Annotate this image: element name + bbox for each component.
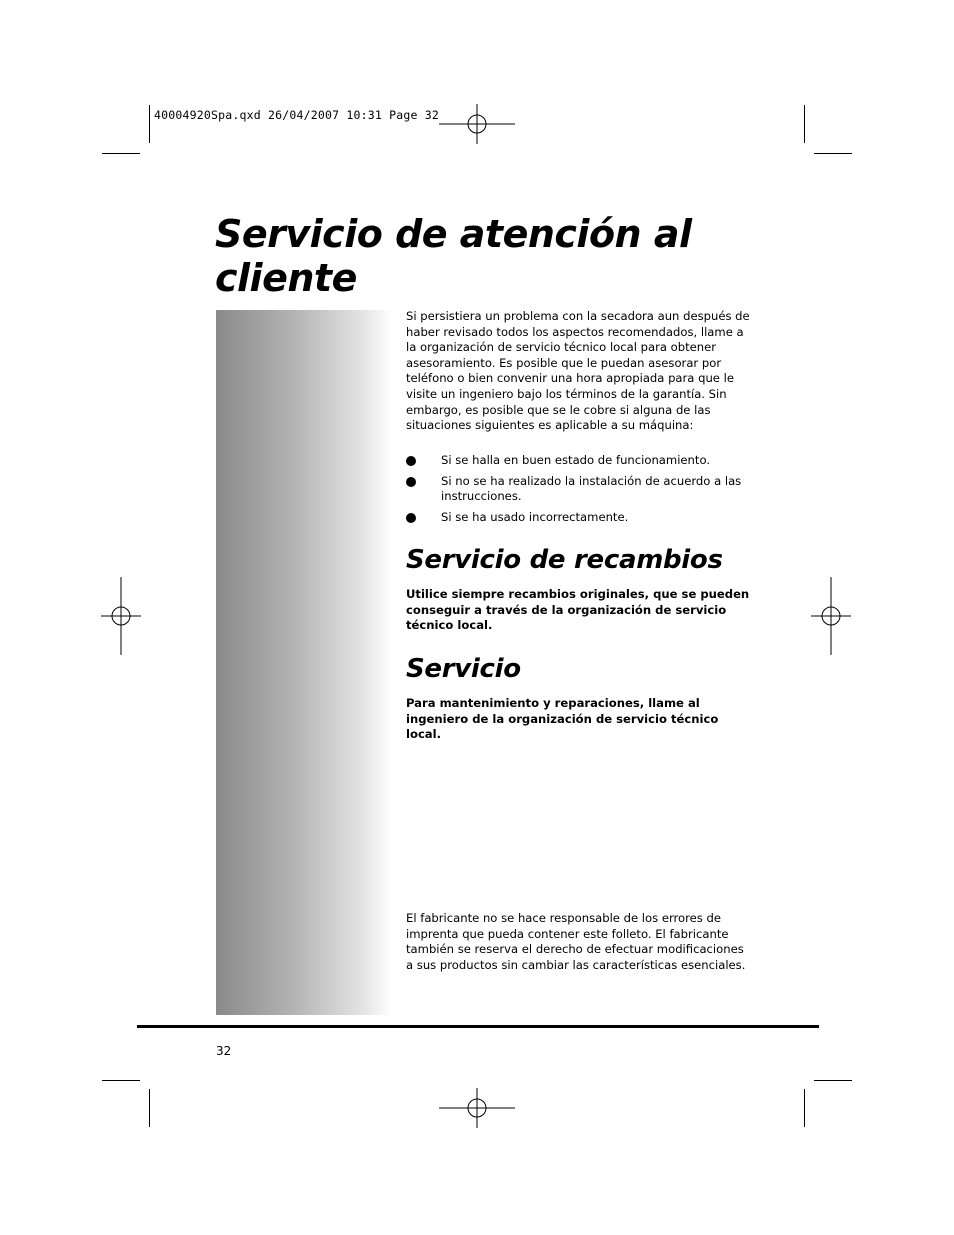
registration-mark-bottom-icon — [437, 1088, 517, 1128]
crop-mark-top-left-horizontal — [102, 153, 140, 154]
crop-mark-bottom-right-vertical — [804, 1089, 805, 1127]
list-item — [406, 510, 751, 526]
crop-mark-bottom-right-horizontal — [814, 1080, 852, 1081]
page-title: Servicio de atención al cliente — [215, 212, 692, 300]
list-item — [406, 453, 751, 469]
list-item-text: Si se ha usado incorrectamente. — [441, 509, 629, 524]
list-item — [406, 474, 751, 505]
list-item-text: Si se halla en buen estado de funcionamiento. — [441, 453, 711, 467]
page-number: 32 — [216, 1044, 232, 1058]
recambios-heading: Servicio de recambios — [406, 545, 723, 575]
crop-mark-top-right-horizontal — [814, 153, 852, 154]
intro-paragraph: Si persistiera un problema con la secadora aun después de haber revisado todos los aspectos recomendados, llame a la organización de servicio técnico local para obtener asesoramiento. Es posible que le puedan asesorar por teléfono o bien convenir una hora apropiada para que le visite un ingeniero bajo los términos de la garantía. Sin embargo, es posible que se le cobre si alguna de las situaciones siguientes es aplicable a su máquina: — [406, 309, 750, 433]
recambios-paragraph: Utilice siempre recambios originales, que se pueden conseguir a través de la organización de servicio técnico local. — [406, 587, 750, 633]
conditions-list — [406, 453, 751, 530]
list-item-text: Si no se ha realizado la instalación de acuerdo a las instrucciones. — [441, 473, 742, 504]
crop-mark-top-left-vertical — [149, 105, 150, 143]
servicio-paragraph: Para mantenimiento y reparaciones, llame al ingeniero de la organización de servicio técnico local. — [406, 696, 719, 742]
printer-slug: 40004920Spa.qxd 26/04/2007 10:31 Page 32 — [154, 108, 439, 122]
bottom-rule — [137, 1025, 819, 1028]
gradient-side-bar — [216, 310, 392, 1015]
bullet-icon — [406, 513, 416, 523]
registration-mark-top-icon — [437, 104, 517, 144]
registration-mark-left-icon — [101, 577, 141, 655]
registration-mark-right-icon — [811, 577, 851, 655]
bullet-icon — [406, 477, 416, 487]
crop-mark-top-right-vertical — [804, 105, 805, 143]
bullet-icon — [406, 456, 416, 466]
crop-mark-bottom-left-horizontal — [102, 1080, 140, 1081]
disclaimer-paragraph: El fabricante no se hace responsable de los errores de imprenta que pueda contener este folleto. El fabricante también se reserva el derecho de efectuar modificaciones a sus productos sin cambiar las características esenciales. — [406, 911, 746, 972]
crop-mark-bottom-left-vertical — [149, 1089, 150, 1127]
servicio-heading: Servicio — [406, 654, 521, 684]
